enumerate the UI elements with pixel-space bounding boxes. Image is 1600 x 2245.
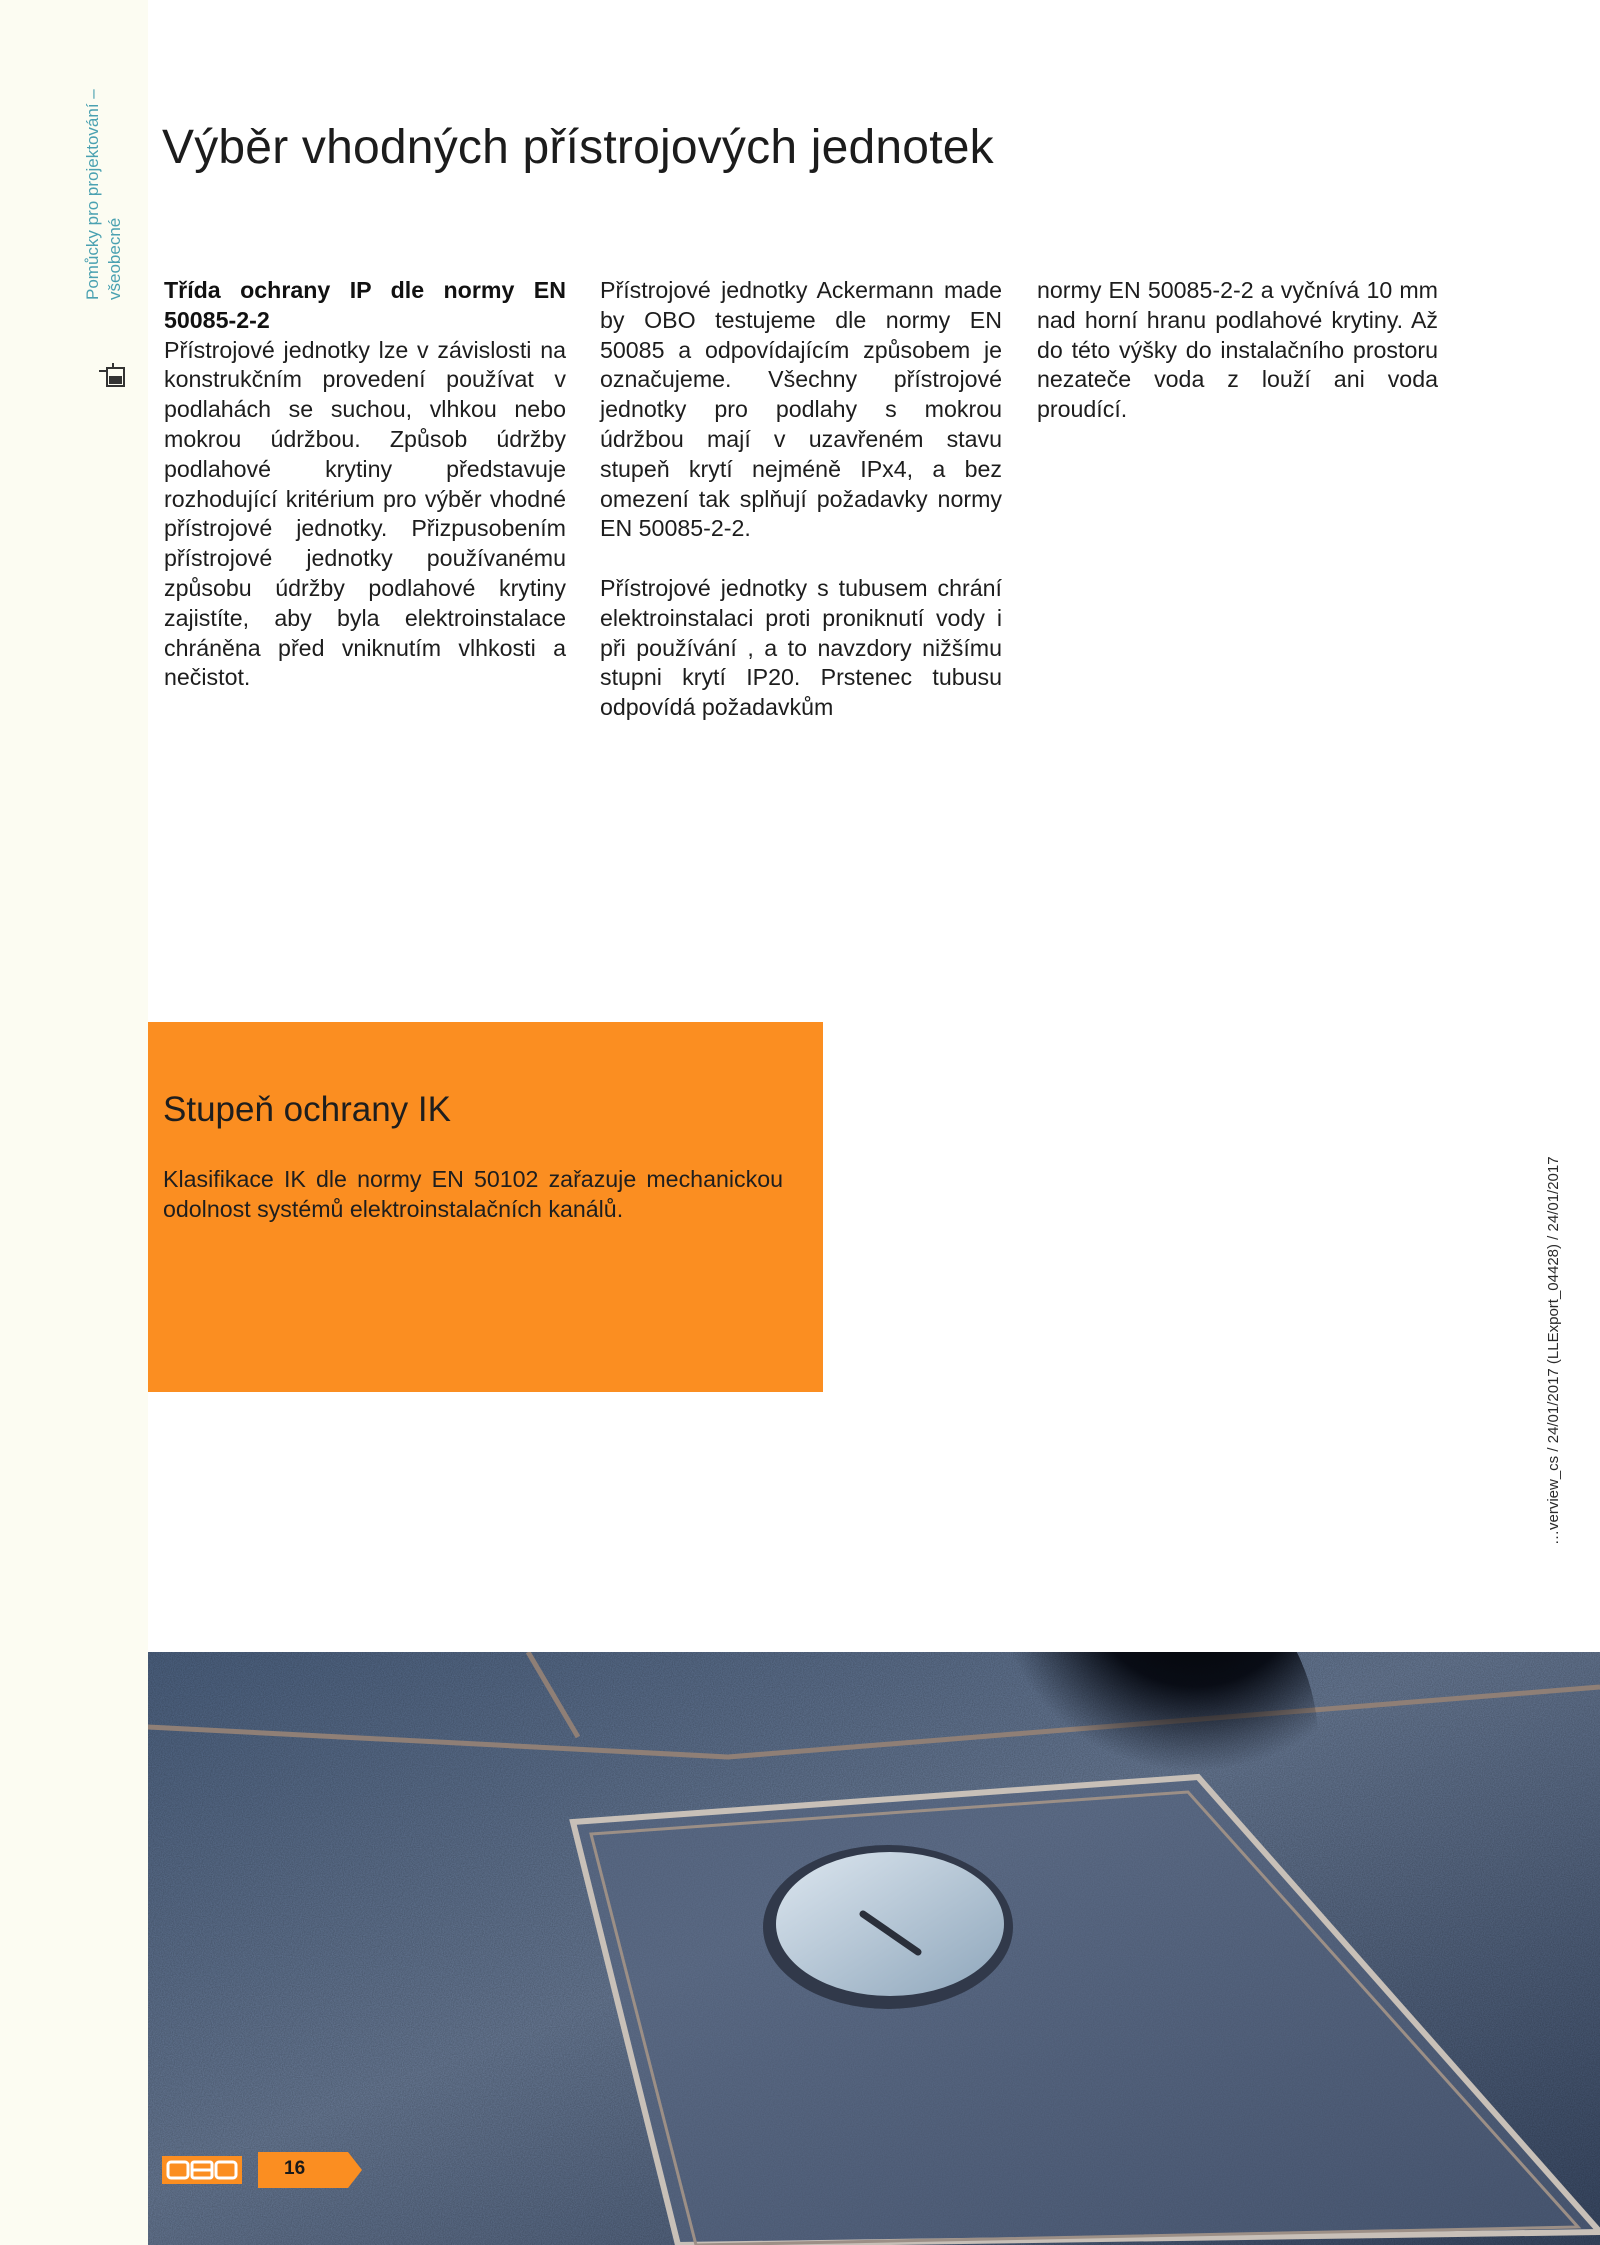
tube-continuation-paragraph: normy EN 50085-2-2 a vyčnívá 10 mm nad horní hranu podlahové krytiny. Až do této výšky do instalačního prostoru nezateče voda z louží ani voda proudící.: [1037, 277, 1438, 423]
page-title: Výběr vhodných přístrojových jednotek: [162, 121, 994, 174]
tube-paragraph: Přístrojové jednotky s tubusem chrání elektroinstalaci proti proniknutí vody i při používání , a to navzdory nižšímu stupni krytí IP20. Prstenec tubusu odpovídá požadavkům: [600, 574, 1002, 721]
ik-protection-title: Stupeň ochrany IK: [163, 1090, 451, 1129]
page-number: 16: [284, 2158, 306, 2179]
testing-paragraph: Přístrojové jednotky Ackermann made by OBO testujeme dle normy EN 50085 a odpovídajícím způsobem je označujeme. Všechny přístrojové jednotky pro podlahy s mokrou údržbou mají v uzavřeném stavu stupeň krytí nejméně IPx4, a bez omezení tak splňují požadavky normy EN 50085-2-2.: [600, 277, 1002, 542]
text-column-2: [600, 276, 1002, 723]
obo-logo: [162, 2152, 242, 2188]
section-label-line2: všeobecné: [105, 217, 124, 300]
document-meta: …verview_cs / 24/01/2017 (LLExport_04428) / 24/01/2017: [1545, 1156, 1562, 1545]
page-number-tab: [258, 2152, 362, 2188]
ip-protection-heading: Třída ochrany IP dle normy EN 50085-2-2: [164, 277, 566, 333]
ip-protection-paragraph: Přístrojové jednotky lze v závislosti na konstrukčním provedení používat v podlahách se suchou, vlhkou nebo mokrou údržbou. Způsob údržby podlahové krytiny představuje rozhodující kritérium pro výběr vhodné přístrojové jednotky. Přizpusobením přístrojové jednotky používanému způsobu údržby podlahové krytiny zajistíte, aby byla elektroinstalace chráněna před vniknutím vlhkosti a nečistot.: [164, 336, 566, 691]
floor-box-icon: [98, 362, 126, 388]
section-label-line1: Pomůcky pro projektování –: [83, 89, 102, 300]
section-label: [82, 60, 126, 300]
floor-box-photo: [148, 1652, 1600, 2245]
sidebar-strip: [0, 0, 148, 2245]
text-column-1: [164, 276, 566, 693]
ik-protection-text: Klasifikace IK dle normy EN 50102 zařazuje mechanickou odolnost systémů elektroinstalačních kanálů.: [163, 1166, 783, 1222]
text-column-3: [1037, 276, 1438, 425]
ik-protection-box: [148, 1022, 823, 1392]
